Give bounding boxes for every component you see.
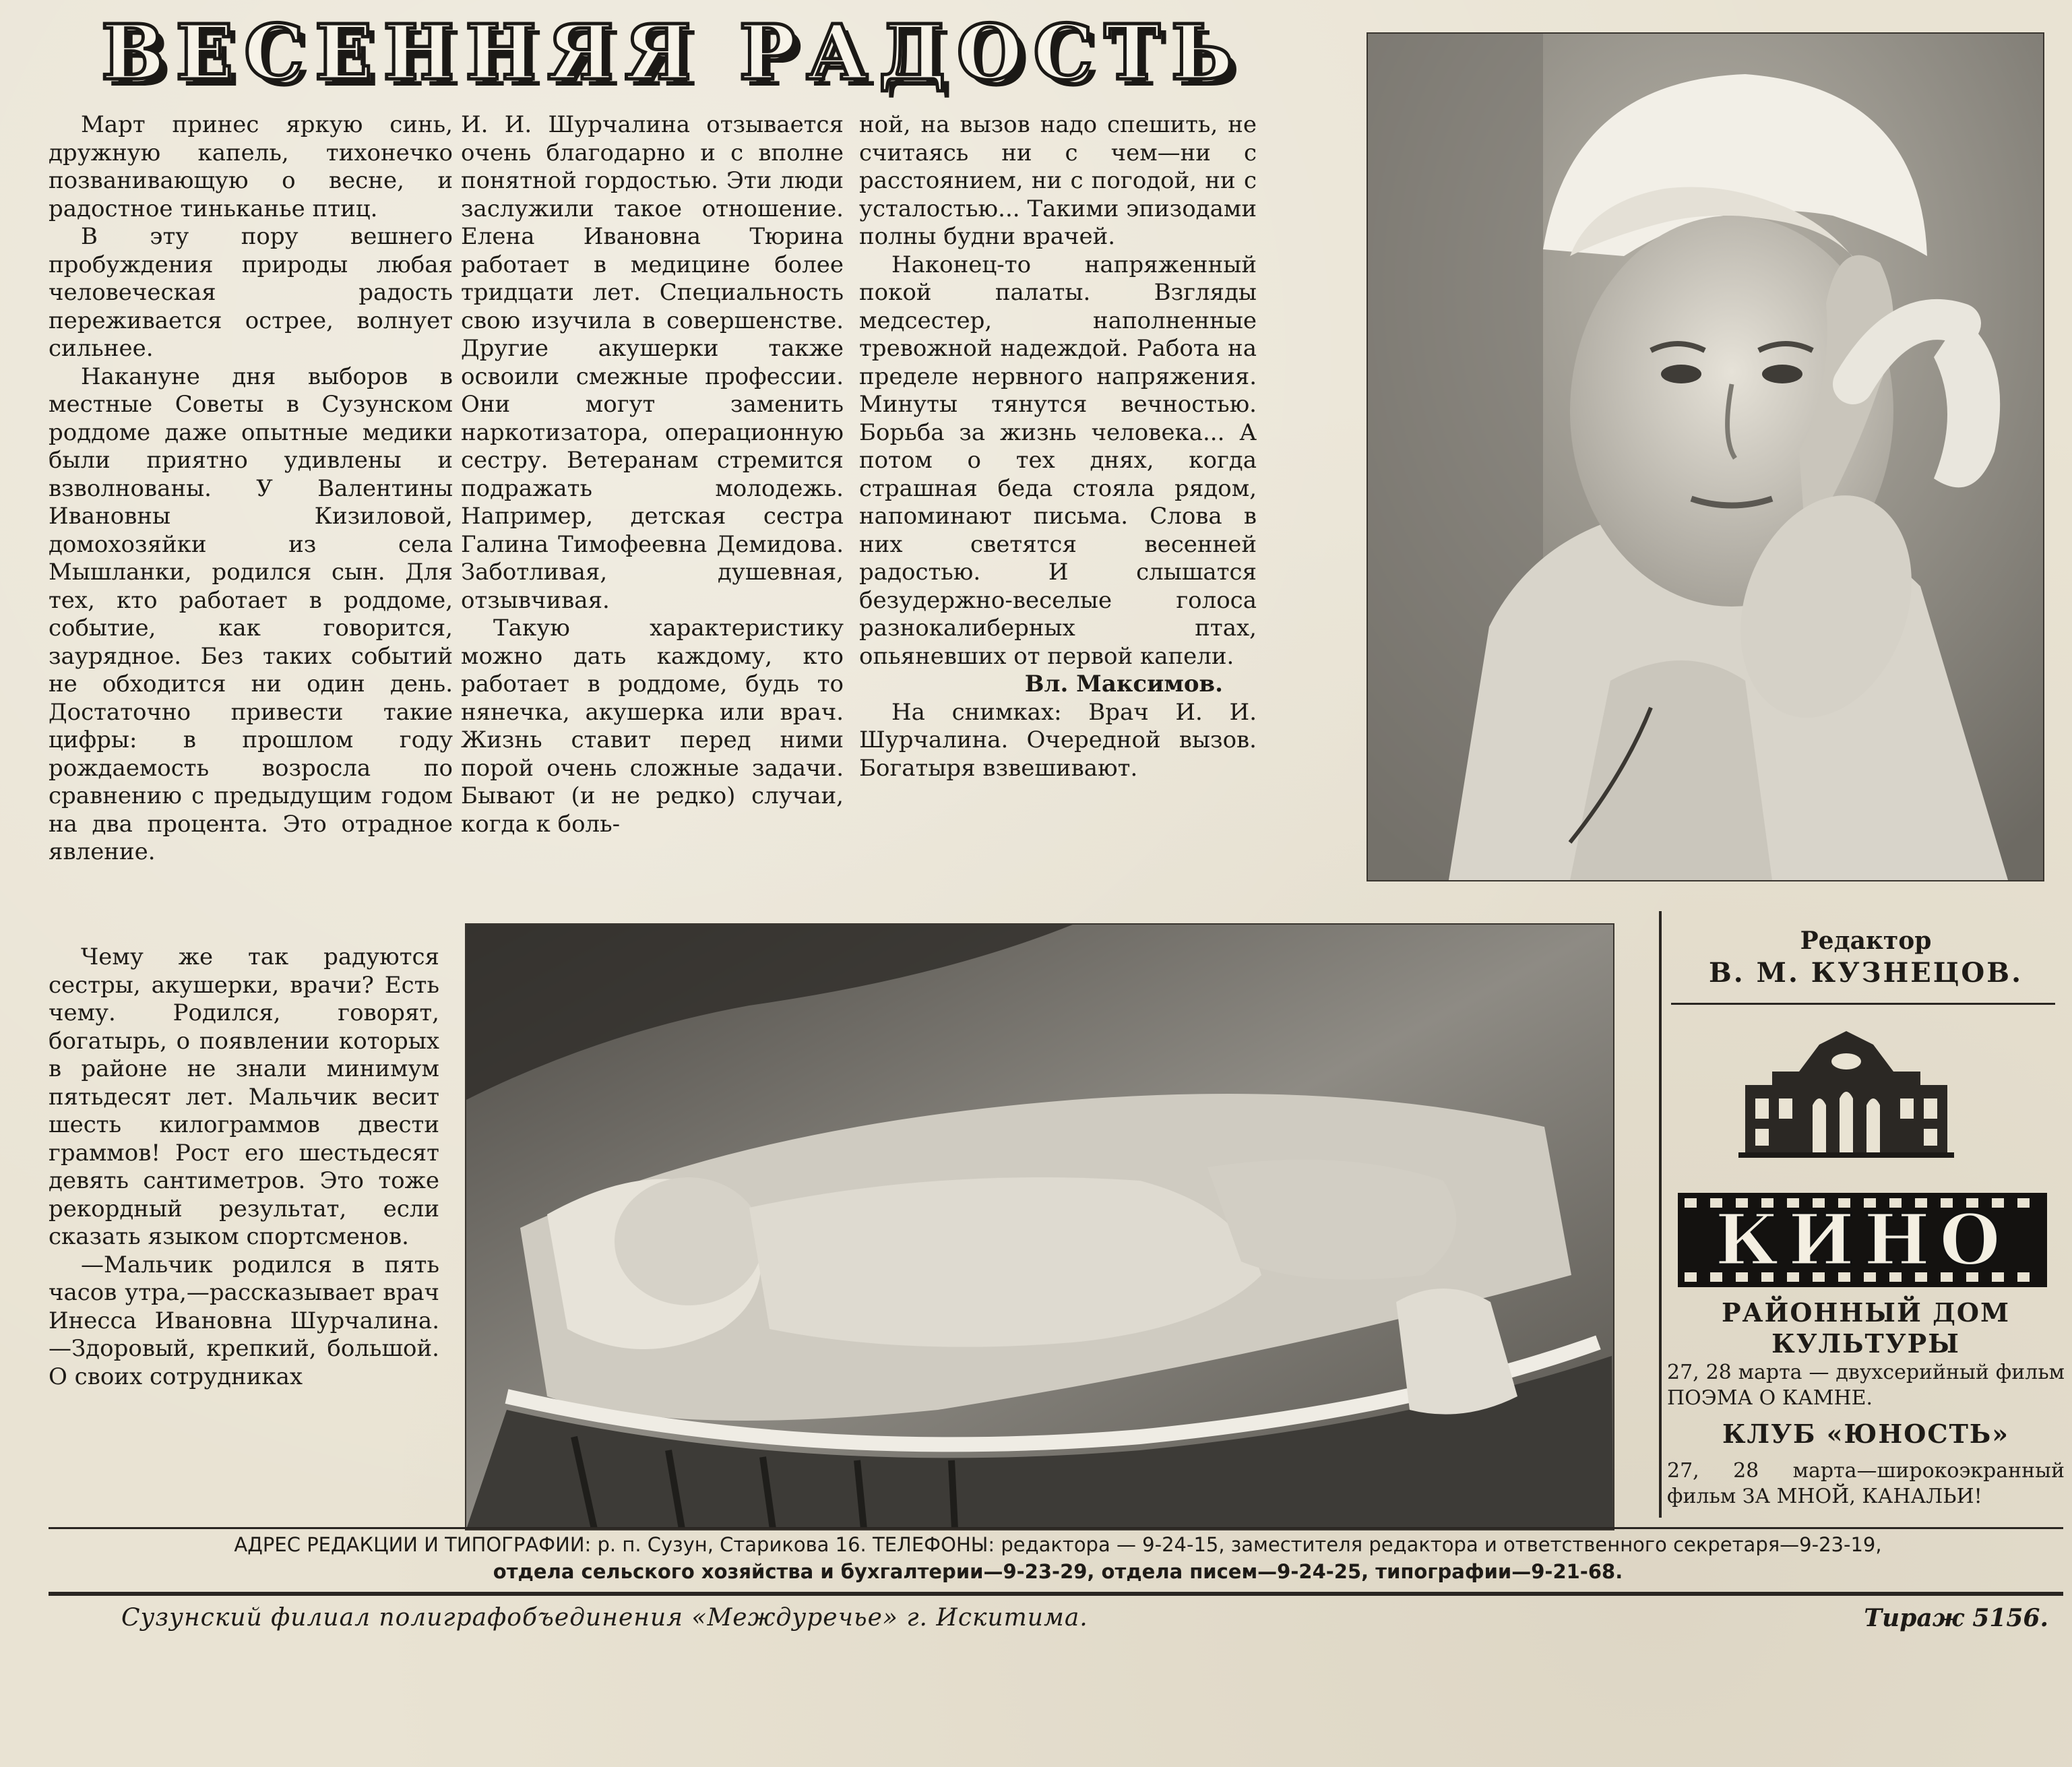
paragraph: Накануне дня выборов в местные Советы в Сузунском роддоме даже опытные медики были приятно удивлены и взволнованы. У Валентины Ивановны Кизиловой, домохозяйки из села Мышланки, родился сын. Для тех, кто работает в роддоме, событие, как говорится, заурядное. Без таких событий не обходится ни один день. Достаточно привести такие цифры: в прошлом году рождаемость возросла по сравнению с предыдущим годом на два процента. Это отрадное явление. [49,363,453,865]
photo-caption: На снимках: Врач И. И. Шурчалина. Очередной вызов. Богатыря взвешивают. [859,698,1257,782]
paragraph: Наконец-то напряженный покой палаты. Взгляды медсестер, наполненные тревожной надеждой. Работа на пределе нервного напряжения. Минуты тянутся вечностью. Борьба за жизнь человека... А потом о тех днях, когда страшная беда стояла рядом, напоминают письма. Слова в них светятся весенней радостью. И слышатся безудержно-веселые голоса разнокалиберных птах, опьяневших от первой капели. [859,251,1257,670]
address-line: АДРЕС РЕДАКЦИИ И ТИПОГРАФИИ: р. п. Сузун, Старикова 16. ТЕЛЕФОНЫ: редактора — 9-24-15, заместителя редактора и ответственного секретаря—9-23-19, [234,1533,1882,1556]
sidebar-rule [1671,1003,2055,1005]
article-column-3 [859,111,1257,910]
editorial-address [54,1531,2062,1585]
paragraph: ной, на вызов надо спешить, не считаясь ни с чем—ни с расстоянием, ни с погодой, ни с усталостью... Такими эпизодами полны будни врачей. [859,111,1257,250]
sidebar-divider [1659,911,1662,1518]
paragraph: Чему же так радуются сестры, акушерки, врачи? Есть чему. Родился, говорят, богатырь, о появлении которых в районе не знали минимум пятьдесят лет. Мальчик весит шесть килограммов двести граммов! Рост его шестьдесят девять сантиметров. Это тоже рекордный результат, если сказать языком спортсменов. [49,943,439,1250]
photo-doctor-image [1368,34,2043,880]
venue-district-culture-house: РАЙОННЫЙ ДОМ КУЛЬТУРЫ [1721,1297,2011,1359]
paragraph: И. И. Шурчалина отзывается очень благодарно и с вполне понятной гордостью. Эти люди заслужили такое отношение. Елена Ивановна Тюрина работает в медицине более тридцати лет. Специальность свою изучила в совершенстве. Другие акушерки также освоили смежные профессии. Они могут заменить наркотизатора, операционную сестру. Ветеранам стремится подражать молодежь. Например, детская сестра Галина Тимофеевна Демидова. Заботливая, душевная, отзывчивая. [461,111,844,614]
article-title: ВЕСЕННЯЯ РАДОСТЬ [101,9,1245,97]
article-column-2 [461,111,844,923]
article-column-1 [49,111,453,935]
venue-club-yunost: КЛУБ «ЮНОСТЬ» [1722,1419,2009,1449]
kino-heading: КИНО [1715,1198,2010,1281]
paragraph: —Мальчик родился в пять часов утра,—рассказывает врач Инесса Ивановна Шурчалина.—Здоровый, крепкий, большой. О своих сотрудниках [49,1251,439,1390]
building-icon [1732,1024,1961,1159]
article-column-1-continued [49,943,439,1516]
film-listing: 27, 28 марта—широкоэкранный фильм ЗА МНОЙ, КАНАЛЬИ! [1667,1459,2065,1508]
film-listing: 27, 28 марта — двухсерийный фильм ПОЭМА О КАМНЕ. [1667,1361,2065,1410]
photo-baby-image [466,925,1613,1529]
paragraph: Такую характеристику можно дать каждому, кто работает в роддоме, будь то нянечка, акушерка или врач. Жизнь ставит перед ними порой очень сложные задачи. Бывают (и не редко) случаи, когда к боль- [461,615,844,838]
paragraph: В эту пору вешнего пробуждения природы любая человеческая радость переживается острее, волнует сильнее. [49,223,453,362]
footer-rule [49,1592,2063,1596]
photo-doctor-on-phone [1367,32,2044,881]
article-signature: Вл. Максимов. [1024,671,1223,698]
photo-baby-weighing [465,923,1614,1530]
editor-name: В. М. КУЗНЕЦОВ. [1709,957,2023,989]
editor-label: Редактор [1800,927,1932,955]
circulation: Тираж 5156. [1864,1604,2048,1632]
footer-rule [49,1527,2063,1529]
address-line: отдела сельского хозяйства и бухгалтерии—9-23-29, отдела писем—9-24-25, типографии—9-21-68. [493,1560,1623,1583]
printer-credit: Сузунский филиал полиграфобъединения «Междуречье» г. Искитима. [121,1604,1088,1632]
paragraph: Март принес яркую синь, дружную капель, тихонечко позванивающую о весне, и радостное тиньканье птиц. [49,111,453,222]
